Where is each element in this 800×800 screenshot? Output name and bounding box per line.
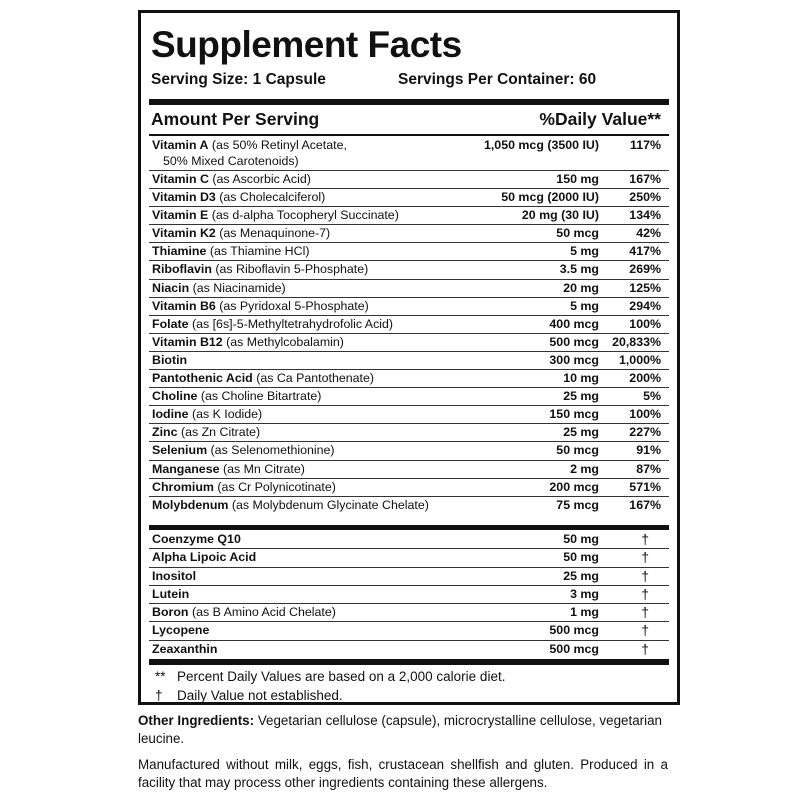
other-ingredient-row [149,568,669,586]
footnote-symbol: ** [155,669,166,684]
ingredient-amount: 75 mcg [556,497,599,512]
ingredient-name-bold: Pantothenic Acid [152,371,253,386]
ingredient-daily-value: 1,000% [618,352,661,367]
nutrient-row [149,171,669,189]
ingredient-source: (as Thiamine HCl) [209,244,310,259]
ingredient-name-bold: Vitamin B12 [152,334,223,349]
divider-thick [149,659,669,665]
ingredient-name [152,442,335,459]
ingredient-daily-value: 87% [636,461,661,476]
ingredient-amount: 500 mcg [549,334,599,349]
ingredient-amount: 1 mg [570,605,599,620]
ingredient-source: (as [6s]-5-Methyltetrahydrofolic Acid) [191,316,394,331]
ingredient-name-bold: Niacin [152,280,190,295]
ingredient-daily-value: 294% [629,298,661,313]
ingredient-name-bold: Boron [152,605,189,620]
ingredient-name-bold: Iodine [152,407,189,422]
serving-info [151,71,667,89]
ingredient-source: (as Mn Citrate) [222,461,305,476]
ingredient-name-bold: Vitamin D3 [152,190,216,205]
ingredient-name-bold: Vitamin E [152,208,209,223]
ingredient-amount: 5 mg [570,298,599,313]
ingredient-name-bold: Molybdenum [152,497,229,512]
ingredient-source: (as Ascorbic Acid) [212,172,311,186]
other-ingredient-row [149,622,669,640]
ingredient-name [152,298,369,315]
ingredient-name-bold: Alpha Lipoic Acid [152,550,257,565]
nutrient-row [149,497,669,515]
ingredient-name [152,370,374,387]
other-ingredient-row [149,531,669,549]
panel-title: Supplement Facts [151,24,462,65]
ingredient-name-bold: Lutein [152,586,190,601]
amount-per-serving-label: Amount Per Serving [151,109,320,129]
ingredient-daily-value: 200% [629,371,661,386]
other-ingredient-row [149,641,669,659]
ingredient-source: (as Riboflavin 5-Phosphate) [215,262,369,277]
ingredient-name [152,334,344,351]
nutrient-row [149,189,669,207]
ingredient-amount: 50 mcg (2000 IU) [501,190,599,205]
ingredient-daily-value: 100% [629,316,661,331]
ingredient-name [152,479,336,496]
footnote-symbol: † [155,688,163,703]
ingredient-amount: 400 mcg [549,316,599,331]
ingredient-daily-value: 125% [629,280,661,295]
ingredient-daily-value: 167% [629,172,661,186]
ingredient-name-bold: Folate [152,316,189,331]
ingredient-name [152,568,196,585]
ingredient-name-bold: Thiamine [152,244,207,259]
ingredient-amount: 25 mg [563,425,599,440]
nutrient-row [149,261,669,279]
ingredient-name [152,424,260,441]
other-ingredient-row [149,549,669,567]
other-ingredient-list [149,531,669,659]
nutrient-row [149,479,669,497]
ingredient-amount: 50 mcg [556,226,599,241]
ingredient-source-cont: 50% Mixed Carotenoids) [163,154,299,168]
ingredient-daily-value: † [641,549,649,566]
ingredient-name-bold: Inositol [152,568,197,583]
other-ingredient-row [149,604,669,622]
ingredient-amount: 150 mcg [549,407,599,422]
ingredient-daily-value: 20,833% [612,334,661,349]
ingredient-name-bold: Vitamin B6 [152,298,216,313]
ingredient-name [152,497,429,514]
ingredient-name [152,137,347,154]
ingredient-daily-value: 5% [643,389,661,404]
other-ingredients-text: Vegetarian cellulose (capsule), microcrystalline cellulose, vegetarian leucine. [138,713,662,746]
nutrient-row [149,388,669,406]
ingredient-amount: 3.5 mg [559,262,599,277]
ingredient-amount: 20 mg (30 IU) [521,208,599,223]
ingredient-daily-value: † [641,531,649,547]
ingredient-name [152,531,241,548]
ingredient-name-bold: Riboflavin [152,262,212,277]
ingredient-daily-value: 417% [629,244,661,259]
ingredient-source: (as Ca Pantothenate) [256,371,374,386]
ingredient-name [152,461,305,478]
ingredient-name [152,622,209,639]
ingredient-daily-value: 91% [636,443,661,458]
ingredient-daily-value: † [641,585,649,602]
ingredient-name-bold: Choline [152,389,198,404]
footnote-text: Percent Daily Values are based on a 2,000 calorie diet. [177,669,506,684]
ingredient-amount: 20 mg [563,280,599,295]
footnote-text: Daily Value not established. [177,688,343,703]
ingredient-amount: 300 mcg [549,352,599,367]
ingredient-name [152,280,286,297]
nutrient-row [149,424,669,442]
ingredient-source: (as K Iodide) [191,407,263,422]
nutrient-row [149,137,669,171]
ingredient-name-bold: Zeaxanthin [152,641,218,656]
ingredient-name-bold: Vitamin A [152,138,209,152]
daily-value-label: %Daily Value** [539,109,661,129]
ingredient-source: (as d-alpha Tocopheryl Succinate) [211,208,399,223]
nutrient-row [149,406,669,424]
ingredient-name [152,261,368,278]
ingredient-amount: 2 mg [570,461,599,476]
ingredient-amount: 50 mg [563,550,599,565]
ingredient-source: (as Niacinamide) [192,280,286,295]
other-ingredients-label: Other Ingredients: [138,713,255,728]
ingredient-source: (as Zn Citrate) [180,425,261,440]
nutrient-row [149,243,669,261]
ingredient-daily-value: 269% [629,262,661,277]
ingredient-name [152,406,262,423]
ingredient-amount: 1,050 mcg (3500 IU) [483,138,599,152]
ingredient-name-bold: Manganese [152,461,220,476]
allergen-note: Manufactured without milk, eggs, fish, crustacean shellfish and gluten. Produced in a facility that may process other ingredients containing these allergens. [138,757,668,790]
ingredient-name [152,388,321,405]
ingredient-name-bold: Lycopene [152,623,210,638]
ingredient-name [152,189,325,206]
ingredient-name [152,586,189,603]
ingredient-amount: 10 mg [563,371,599,386]
ingredient-amount: 25 mg [563,568,599,583]
ingredient-daily-value: 117% [629,138,661,152]
ingredient-amount: 50 mcg [556,443,599,458]
nutrient-row [149,225,669,243]
ingredient-name [152,171,311,188]
nutrient-row [149,370,669,388]
ingredient-amount: 500 mcg [549,641,599,656]
ingredient-amount: 3 mg [570,586,599,601]
ingredient-daily-value: 571% [629,479,661,494]
ingredient-name [152,243,309,260]
ingredient-name-bold: Vitamin K2 [152,226,216,241]
ingredient-source: (as Methylcobalamin) [226,334,344,349]
ingredient-amount: 5 mg [570,244,599,259]
divider-thin [149,134,669,136]
ingredient-daily-value: † [641,640,649,657]
ingredient-name [152,225,330,242]
nutrient-row [149,316,669,334]
ingredient-name-bold: Chromium [152,479,214,494]
amount-header [151,109,667,131]
ingredient-daily-value: 167% [629,497,661,512]
ingredient-daily-value: 134% [629,208,661,223]
nutrient-row [149,298,669,316]
ingredient-source: (as Menaquinone-7) [219,226,331,241]
ingredient-name [152,604,336,621]
other-ingredients [138,712,668,748]
ingredient-source: (as Cr Polynicotinate) [217,479,336,494]
ingredient-name-bold: Biotin [152,352,188,367]
ingredient-amount: 50 mg [563,532,599,546]
ingredient-source: (as 50% Retinyl Acetate, [211,138,347,152]
ingredient-daily-value: † [641,622,649,639]
ingredient-amount: 150 mg [556,172,599,186]
nutrient-row [149,461,669,479]
ingredient-name-bold: Zinc [152,425,178,440]
ingredient-source: (as Choline Bitartrate) [200,389,322,404]
ingredient-name [152,316,393,333]
ingredient-name [152,207,399,224]
ingredient-daily-value: † [641,567,649,584]
nutrient-row [149,334,669,352]
ingredient-amount: 200 mcg [549,479,599,494]
supplement-facts-panel [138,10,680,705]
nutrient-row [149,280,669,298]
ingredient-source: (as Selenomethionine) [210,443,335,458]
ingredient-name [152,352,187,369]
ingredient-daily-value: 100% [629,407,661,422]
ingredient-source: (as Pyridoxal 5-Phosphate) [219,298,369,313]
ingredient-source: (as Molybdenum Glycinate Chelate) [231,497,429,512]
divider-thick [149,99,669,105]
nutrient-list [149,137,669,515]
ingredient-name-bold: Selenium [152,443,208,458]
ingredient-name [152,641,217,658]
ingredient-name-bold: Coenzyme Q10 [152,532,241,546]
nutrient-row [149,352,669,370]
ingredient-name-bold: Vitamin C [152,172,209,186]
ingredient-daily-value: † [641,604,649,621]
ingredient-name [152,549,256,566]
nutrient-row [149,207,669,225]
servings-per-container: Servings Per Container: 60 [398,71,597,88]
ingredient-amount: 500 mcg [549,623,599,638]
other-ingredient-row [149,586,669,604]
ingredient-daily-value: 250% [629,190,661,205]
ingredient-daily-value: 227% [629,425,661,440]
serving-size: Serving Size: 1 Capsule [151,71,326,88]
divider-thick [149,525,669,530]
ingredient-source: (as B Amino Acid Chelate) [191,605,336,620]
ingredient-daily-value: 42% [636,226,661,241]
ingredient-amount: 25 mg [563,389,599,404]
ingredient-source: (as Cholecalciferol) [219,190,326,205]
nutrient-row [149,442,669,460]
